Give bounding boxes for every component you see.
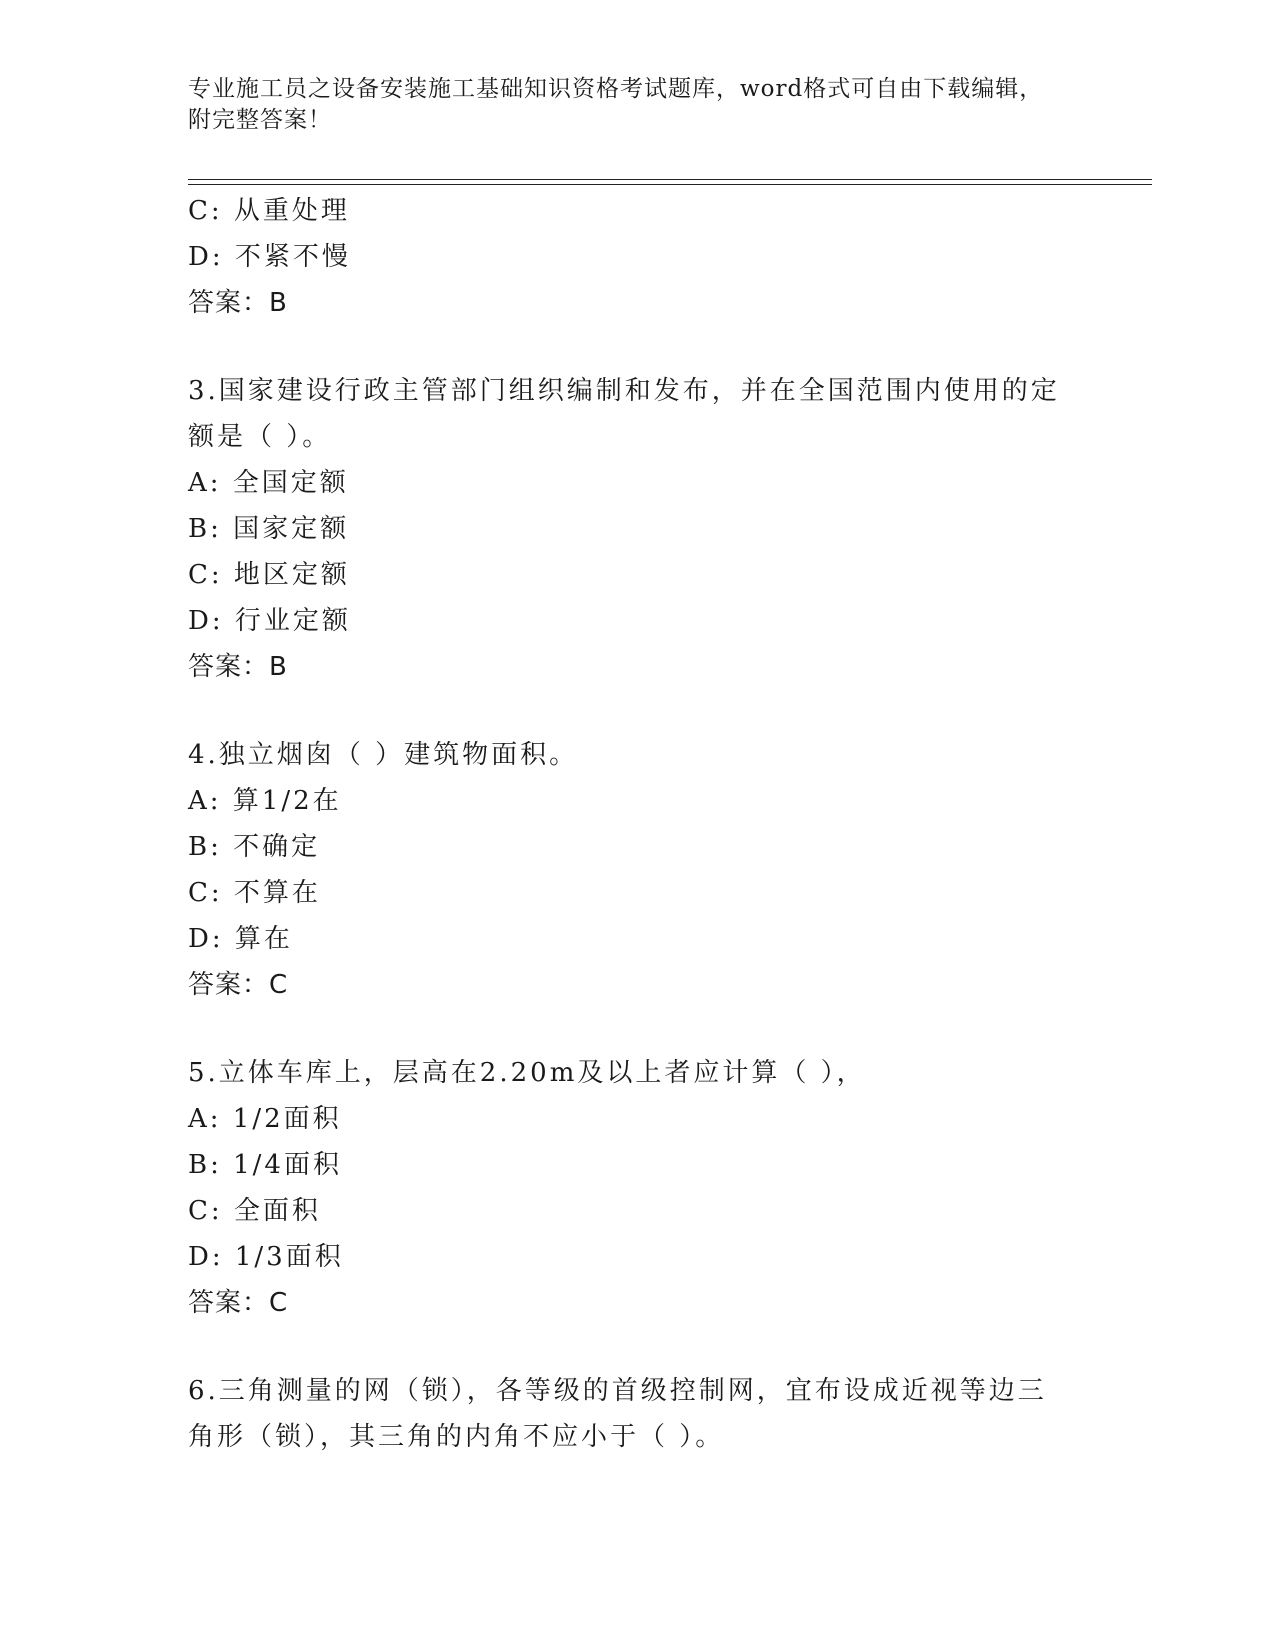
answer-line: 答案：B — [188, 652, 288, 682]
option-d: D: 算在 — [188, 924, 293, 954]
document-header — [188, 74, 1088, 136]
question-text-line-2: 角形（锁），其三角的内角不应小于（ ）。 — [188, 1422, 725, 1452]
option-b: B: 国家定额 — [188, 514, 350, 544]
option-c: C: 从重处理 — [188, 196, 350, 226]
option-d: D: 行业定额 — [188, 606, 351, 636]
question-4 — [188, 732, 1068, 1008]
question-text-line-1: 5.立体车库上，层高在2.20m及以上者应计算（ ）， — [188, 1058, 866, 1088]
question-text — [188, 1050, 1068, 1096]
option-b: B: 不确定 — [188, 832, 321, 862]
header-divider-top — [188, 179, 1152, 180]
question-list — [188, 188, 1068, 1460]
spacer — [188, 326, 1068, 368]
answer-line: 答案：C — [188, 970, 289, 1000]
option-d: D: 不紧不慢 — [188, 242, 351, 272]
question-text — [188, 368, 1068, 460]
question-text-line-1: 6.三角测量的网（锁），各等级的首级控制网，宜布设成近视等边三 — [188, 1376, 1047, 1406]
question-text — [188, 1368, 1068, 1460]
option-a: A: 全国定额 — [188, 468, 349, 498]
header-line-1: 专业施工员之设备安装施工基础知识资格考试题库，word格式可自由下载编辑， — [188, 76, 1044, 102]
question-3 — [188, 368, 1068, 690]
answer-line: 答案：C — [188, 1288, 289, 1318]
option-b: B: 1/4面积 — [188, 1150, 342, 1180]
question-6 — [188, 1368, 1068, 1460]
question-text-line-2: 额是（ ）。 — [188, 422, 332, 452]
option-c: C: 不算在 — [188, 878, 321, 908]
option-a: A: 算1/2在 — [188, 786, 342, 816]
option-d: D: 1/3面积 — [188, 1242, 344, 1272]
option-c: C: 地区定额 — [188, 560, 350, 590]
header-divider-bottom — [188, 184, 1152, 185]
question-2-continued — [188, 188, 1068, 326]
question-text-line-1: 4.独立烟囱（ ）建筑物面积。 — [188, 740, 579, 770]
answer-line: 答案：B — [188, 288, 288, 318]
question-text-line-1: 3.国家建设行政主管部门组织编制和发布，并在全国范围内使用的定 — [188, 376, 1060, 406]
header-line-2: 附完整答案！ — [188, 107, 332, 133]
spacer — [188, 690, 1068, 732]
spacer — [188, 1008, 1068, 1050]
option-a: A: 1/2面积 — [188, 1104, 342, 1134]
spacer — [188, 1326, 1068, 1368]
question-5 — [188, 1050, 1068, 1326]
question-text — [188, 732, 1068, 778]
option-c: C: 全面积 — [188, 1196, 321, 1226]
